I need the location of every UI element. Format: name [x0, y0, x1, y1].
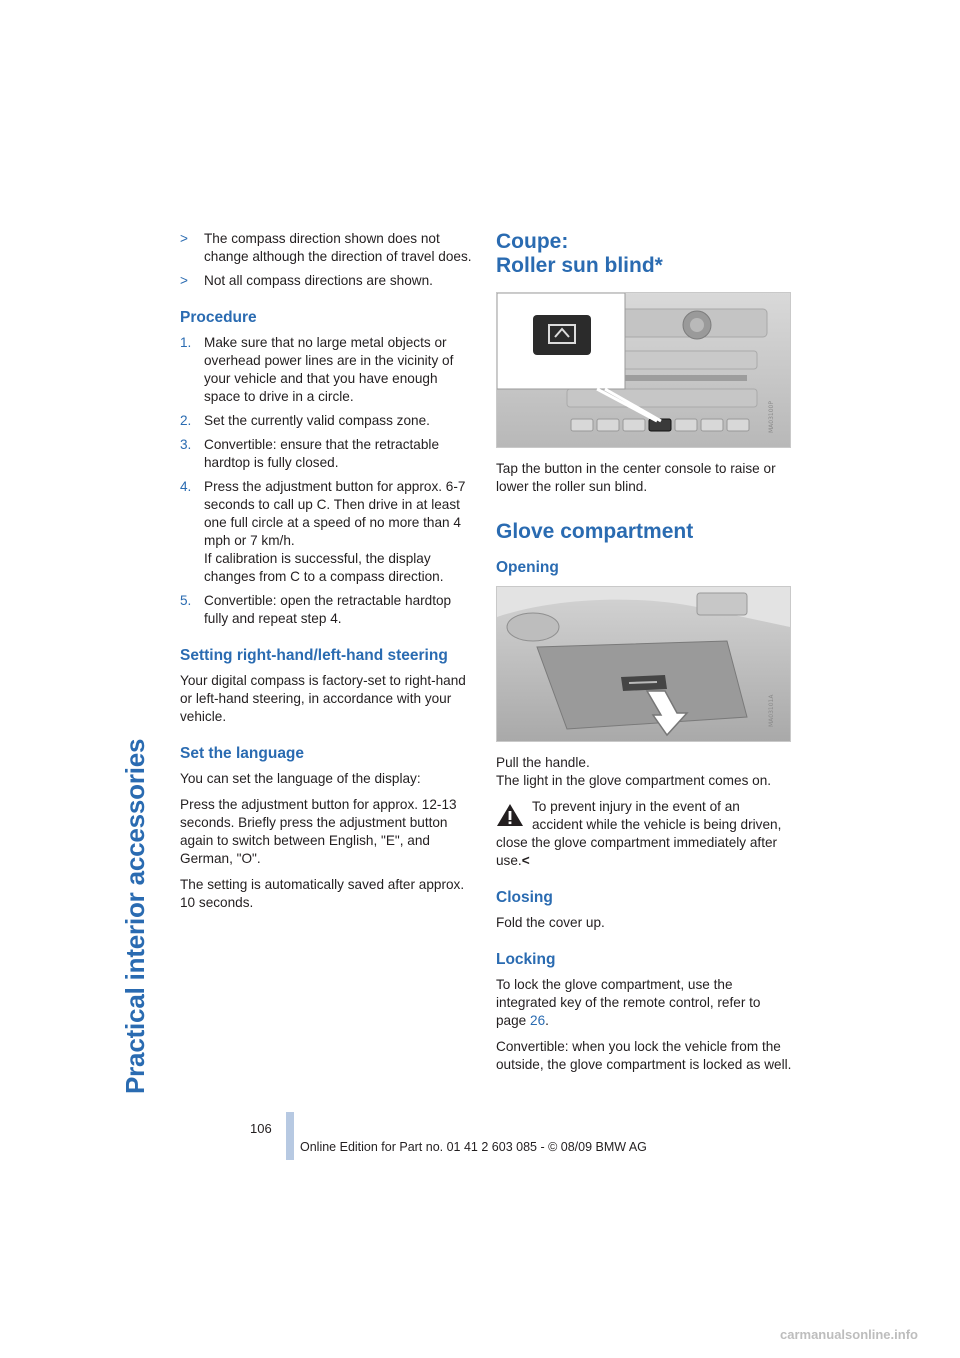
- closing-heading: Closing: [496, 889, 553, 906]
- coupe-text: Tap the button in the center console to raise or lower the roller sun blind.: [496, 461, 776, 494]
- procedure-heading: Procedure: [180, 309, 257, 326]
- opening-heading: Opening: [496, 559, 559, 576]
- opening-text-1: Pull the handle.: [496, 755, 590, 770]
- locking-text: [496, 976, 792, 1030]
- left-column: [180, 230, 472, 920]
- language-save-note: The setting is automatically saved after approx. 10 seconds.: [180, 877, 465, 910]
- step-text-continued: If calibration is successful, the display changes from C to a compass direction.: [204, 551, 444, 584]
- page-number: 106: [250, 1121, 272, 1136]
- step-number: 1.: [180, 335, 192, 350]
- bullet-item: [180, 230, 472, 266]
- language-heading: Set the language: [180, 745, 305, 762]
- language-instructions: Press the adjustment button for approx. 12-13 seconds. Briefly press the adjustment button again to switch between English, "E", and German, "O".: [180, 797, 457, 866]
- step-text: Make sure that no large metal objects or overhead power lines are in the vicinity of your vehicle and that you have enough space to drive in a circle.: [204, 335, 454, 404]
- side-section-title-text: Practical interior accessories: [120, 738, 150, 1094]
- procedure-step: [180, 592, 472, 628]
- right-column: [496, 230, 792, 1082]
- locking-text-main: To lock the glove compartment, use the integrated key of the remote control, refer to page: [496, 977, 761, 1028]
- locking-heading: Locking: [496, 951, 556, 968]
- step-text: Convertible: open the retractable hardtop fully and repeat step 4.: [204, 593, 452, 626]
- center-console-illustration: [497, 293, 790, 447]
- step-number: 5.: [180, 593, 192, 608]
- step-number: 2.: [180, 413, 192, 428]
- site-watermark: carmanualsonline.info: [780, 1327, 918, 1342]
- procedure-step: [180, 334, 472, 406]
- bullet-mark: >: [180, 273, 188, 288]
- locking-text-period: .: [545, 1013, 549, 1028]
- steering-text: Your digital compass is factory-set to right-hand or left-hand steering, in accordance with your vehicle.: [180, 673, 466, 724]
- footer-accent-bar: [286, 1112, 294, 1160]
- center-console-figure: [496, 292, 791, 448]
- warning-end-mark: <: [521, 853, 530, 868]
- procedure-step: [180, 412, 472, 430]
- bullet-text: Not all compass directions are shown.: [204, 273, 433, 288]
- edition-footer: Online Edition for Part no. 01 41 2 603 085 - © 08/09 BMW AG: [300, 1140, 647, 1154]
- closing-text: Fold the cover up.: [496, 915, 605, 930]
- glove-compartment-illustration: [497, 587, 790, 741]
- page-26-link[interactable]: 26: [530, 1013, 546, 1028]
- steering-heading: Setting right-hand/left-hand steering: [180, 647, 448, 664]
- step-text: Set the currently valid compass zone.: [204, 413, 430, 428]
- bullet-mark: >: [180, 231, 188, 246]
- step-number: 4.: [180, 479, 192, 494]
- coupe-heading-line1: Coupe:: [496, 230, 569, 253]
- locking-convertible-text: Convertible: when you lock the vehicle from the outside, the glove compartment is locked as well.: [496, 1039, 792, 1072]
- coupe-heading-line2: Roller sun blind*: [496, 254, 663, 277]
- glove-heading: Glove compartment: [496, 520, 694, 543]
- bullet-text: The compass direction shown does not change although the direction of travel does.: [204, 231, 472, 264]
- opening-text-2: The light in the glove compartment comes on.: [496, 773, 772, 788]
- warning-block: [496, 798, 792, 870]
- glove-compartment-figure: [496, 586, 791, 742]
- procedure-step: [180, 436, 472, 472]
- language-intro: You can set the language of the display:: [180, 771, 421, 786]
- coupe-heading: [496, 230, 792, 278]
- step-text: Press the adjustment button for approx. 6-7 seconds to call up C. Then drive in at least one full circle at a speed of no more than 4 mph or 7 km/h.: [204, 479, 466, 548]
- warning-text: To prevent injury in the event of an accident while the vehicle is being driven, close the glove compartment immediately after use.: [496, 799, 782, 868]
- step-number: 3.: [180, 437, 192, 452]
- bullet-item: [180, 272, 472, 290]
- side-section-title: [112, 230, 154, 1094]
- svg-text:MA03101A: MA03101A: [768, 694, 775, 727]
- svg-text:MA03100P: MA03100P: [768, 401, 775, 433]
- procedure-step: [180, 478, 472, 586]
- step-text: Convertible: ensure that the retractable hardtop is fully closed.: [204, 437, 440, 470]
- warning-triangle-icon: [496, 802, 524, 828]
